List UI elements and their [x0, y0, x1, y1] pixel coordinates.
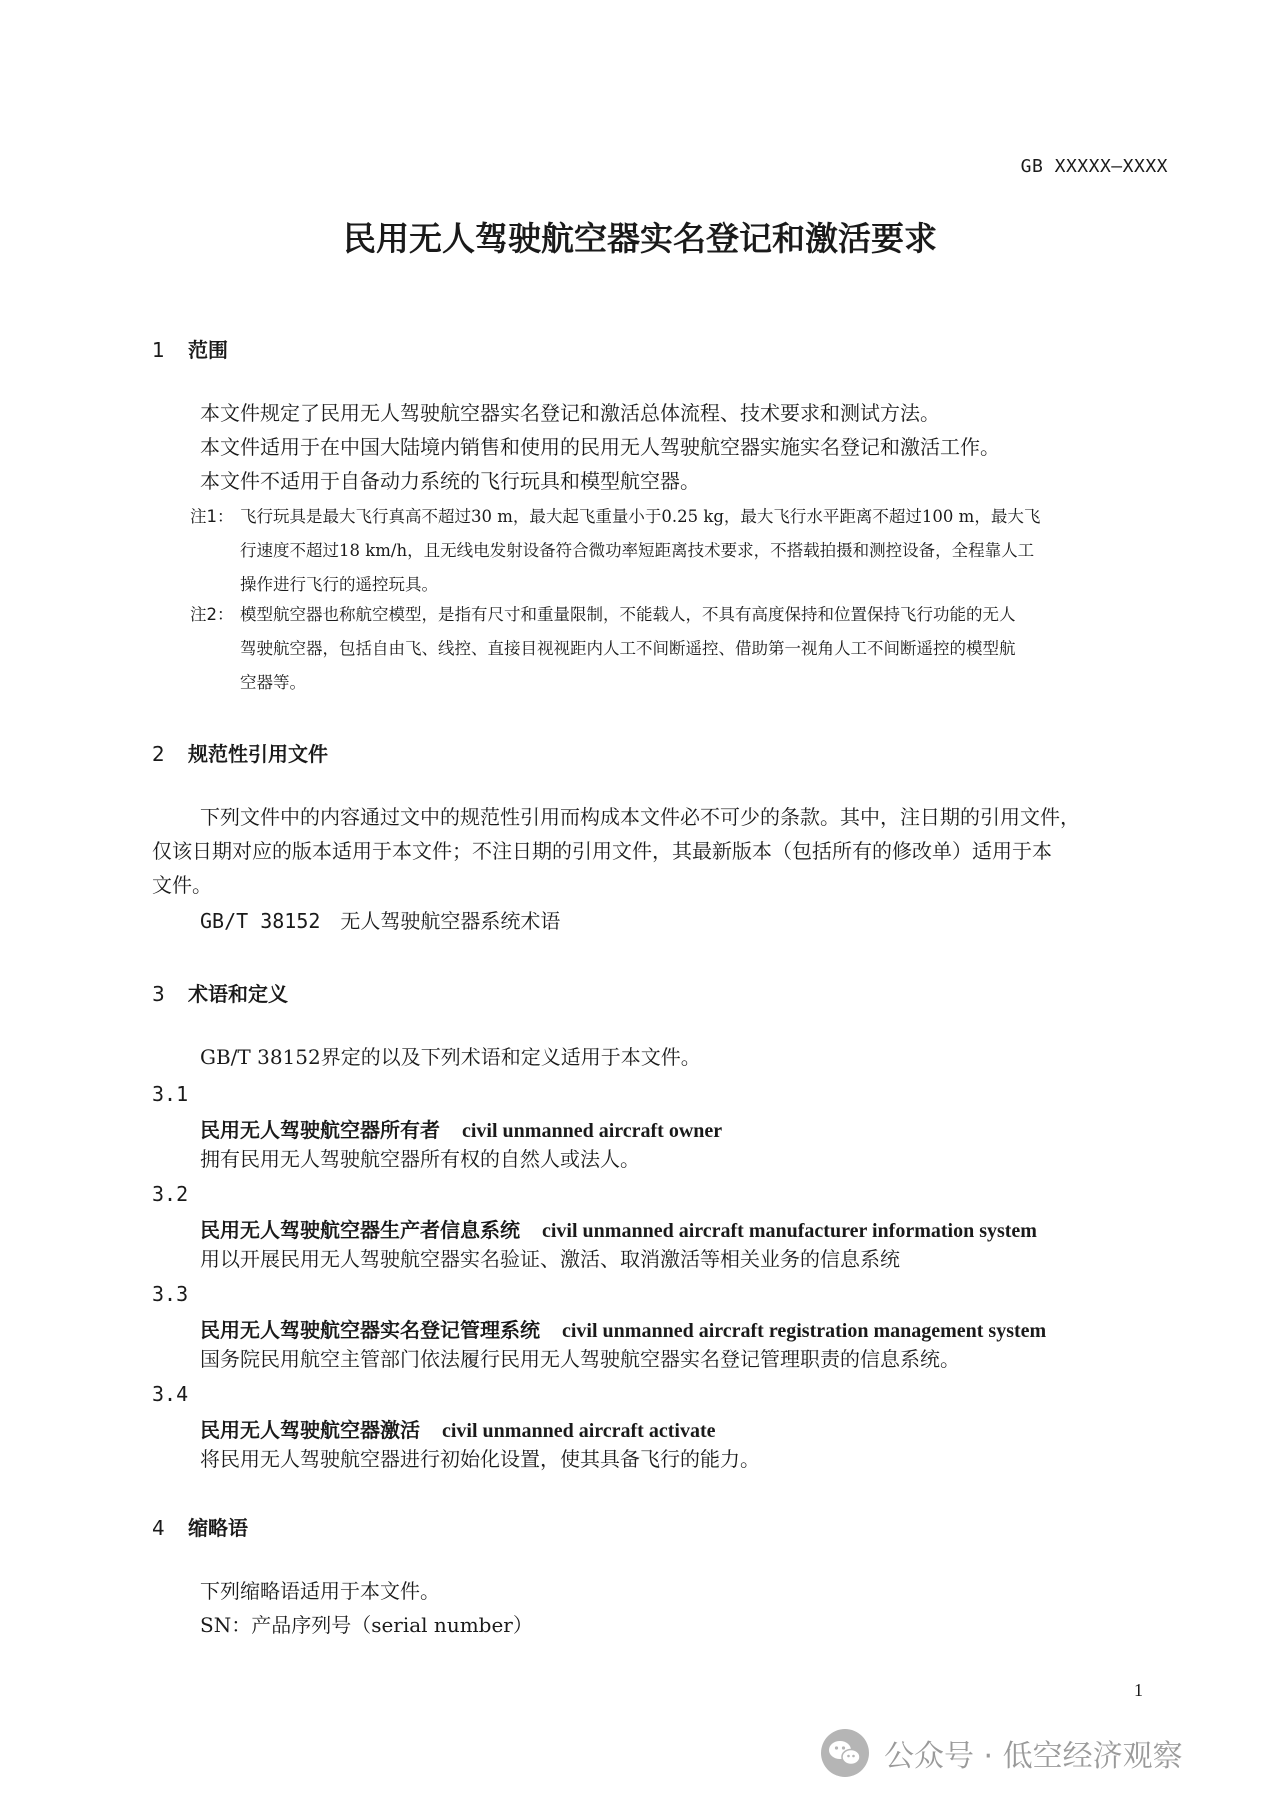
term-name: 民用无人驾驶航空器所有者 civil unmanned aircraft owner: [200, 1118, 723, 1142]
term-number: 3.2: [152, 1182, 189, 1206]
normative-references-paragraph: 下列文件中的内容通过文中的规范性引用而构成本文件必不可少的条款。其中，注日期的引用文件， 仅该日期对应的版本适用于本文件；不注日期的引用文件，其最新版本（包括所有的修改单）适用于本 文件。: [152, 805, 1080, 897]
term-name: 民用无人驾驶航空器实名登记管理系统 civil unmanned aircraft registration management system: [200, 1318, 1047, 1342]
scope-paragraph: 本文件适用于在中国大陆境内销售和使用的民用无人驾驶航空器实施实名登记和激活工作。: [200, 435, 1000, 459]
section-3-heading: 3 术语和定义: [152, 982, 288, 1006]
term-definition: 用以开展民用无人驾驶航空器实名验证、激活、取消激活等相关业务的信息系统: [200, 1247, 900, 1271]
reference-entry: [200, 904, 560, 938]
document-title: 民用无人驾驶航空器实名登记和激活要求: [343, 219, 937, 258]
watermark: [820, 1726, 1260, 1780]
term-number: 3.4: [152, 1382, 189, 1406]
term-english: civil unmanned aircraft manufacturer information system: [542, 1220, 1037, 1242]
standard-code: GB XXXXX—XXXX: [1020, 156, 1168, 177]
term-name: 民用无人驾驶航空器激活 civil unmanned aircraft activate: [200, 1418, 716, 1442]
abbreviation-entry: SN：产品序列号（serial number）: [200, 1613, 533, 1637]
section-1-heading: 1 范围: [152, 338, 228, 362]
term-definition: 拥有民用无人驾驶航空器所有权的自然人或法人。: [200, 1147, 640, 1171]
reference-code: GB/T 38152: [200, 909, 321, 933]
note-1: 注1： 飞行玩具是最大飞行真高不超过30 m，最大起飞重量小于0.25 kg，最大飞行水平距离不超过100 m，最大飞 行速度不超过18 km/h，且无线电发射设备符合微功率短距离技术要求，不搭载拍摄和测控设备，全程靠人工 操作进行飞行的遥控玩具。: [190, 500, 1170, 602]
watermark-text: 公众号 · 低空经济观察: [884, 1739, 1183, 1774]
scope-paragraph: 本文件不适用于自备动力系统的飞行玩具和模型航空器。: [200, 469, 700, 493]
term-definition: 国务院民用航空主管部门依法履行民用无人驾驶航空器实名登记管理职责的信息系统。: [200, 1347, 960, 1371]
term-name: 民用无人驾驶航空器生产者信息系统 civil unmanned aircraft manufacturer information system: [200, 1218, 1037, 1242]
term-english: civil unmanned aircraft activate: [442, 1420, 716, 1442]
note-2: 注2： 模型航空器也称航空模型，是指有尺寸和重量限制，不能载人，不具有高度保持和位置保持飞行功能的无人 驾驶航空器，包括自由飞、线控、直接目视视距内人工不间断遥控、借助第一视角人工不间断遥控的模型航 空器等。: [190, 598, 1170, 700]
page-number: 1: [1134, 1680, 1143, 1700]
term-english: civil unmanned aircraft owner: [462, 1120, 723, 1142]
section-4-heading: 4 缩略语: [152, 1516, 248, 1540]
term-english: civil unmanned aircraft registration management system: [562, 1320, 1047, 1342]
scope-paragraph: 本文件规定了民用无人驾驶航空器实名登记和激活总体流程、技术要求和测试方法。: [200, 401, 940, 425]
wechat-icon: [820, 1728, 870, 1778]
abbreviations-intro: 下列缩略语适用于本文件。: [200, 1579, 440, 1603]
terms-intro: GB/T 38152界定的以及下列术语和定义适用于本文件。: [200, 1045, 701, 1069]
note-label: 注2：: [190, 605, 234, 624]
term-number: 3.3: [152, 1282, 189, 1306]
section-2-heading: 2 规范性引用文件: [152, 742, 328, 766]
reference-title: 无人驾驶航空器系统术语: [340, 909, 561, 933]
term-number: 3.1: [152, 1082, 189, 1106]
note-label: 注1：: [190, 507, 234, 526]
term-definition: 将民用无人驾驶航空器进行初始化设置，使其具备飞行的能力。: [200, 1447, 760, 1471]
